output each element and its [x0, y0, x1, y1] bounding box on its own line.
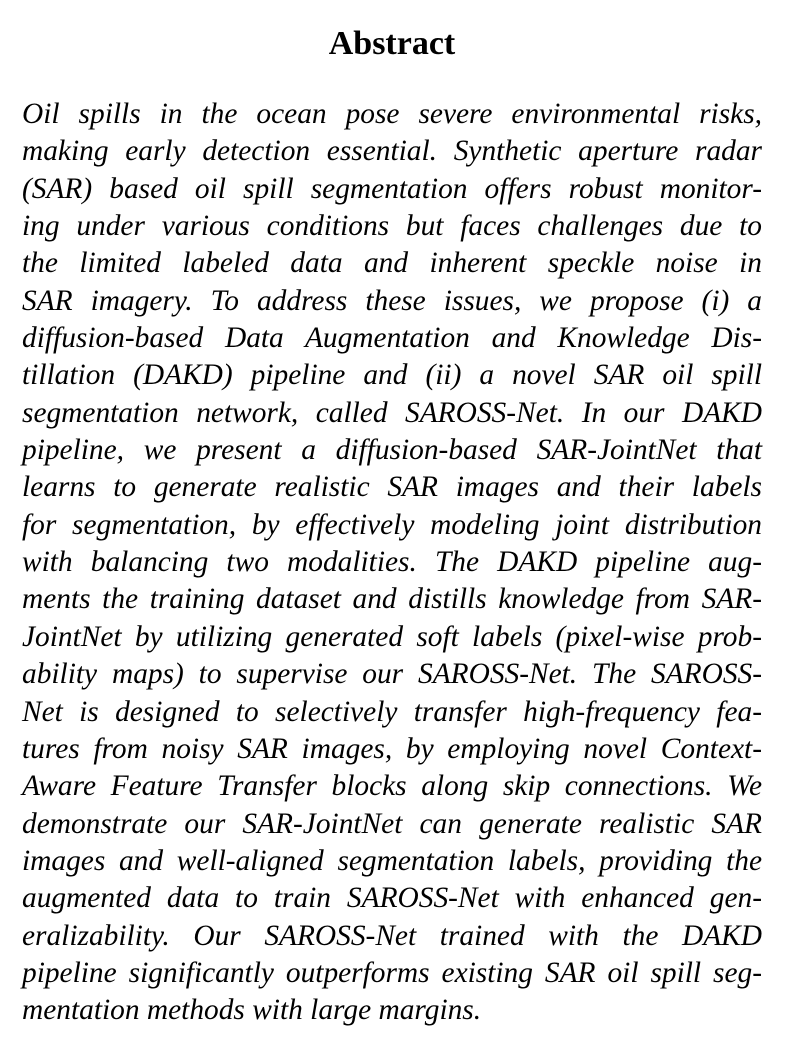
abstract-line: eralizability. Our SAROSS-Net trained with the DAKD [22, 919, 762, 952]
abstract-line: mentation methods with large margins. [22, 994, 482, 1027]
abstract-line: with balancing two modalities. The DAKD pipeline aug- [22, 546, 762, 579]
abstract-line: segmentation network, called SAROSS-Net. In our DAKD [22, 396, 762, 429]
abstract-line: ments the training dataset and distills knowledge from SAR- [22, 583, 762, 616]
abstract-heading: Abstract [328, 25, 456, 62]
abstract-line: SAR imagery. To address these issues, we propose (i) a [22, 284, 762, 317]
abstract-line: diffusion-based Data Augmentation and Knowledge Dis- [22, 322, 762, 355]
abstract-line: pipeline, we present a diffusion-based SAR-JointNet that [22, 434, 762, 467]
abstract-line: making early detection essential. Synthetic aperture radar [22, 135, 762, 168]
abstract-line: demonstrate our SAR-JointNet can generate realistic SAR [22, 807, 762, 840]
abstract-line: augmented data to train SAROSS-Net with enhanced gen- [22, 882, 762, 915]
abstract-line: tillation (DAKD) pipeline and (ii) a novel SAR oil spill [22, 359, 762, 392]
abstract-line: ing under various conditions but faces challenges due to [22, 210, 762, 243]
abstract-line: (SAR) based oil spill segmentation offers robust monitor- [22, 172, 762, 205]
abstract-line: Oil spills in the ocean pose severe environmental risks, [22, 98, 762, 130]
abstract-line: Aware Feature Transfer blocks along skip connections. We [22, 770, 762, 803]
abstract-line: for segmentation, by effectively modeling joint distribution [22, 508, 762, 541]
abstract-line: learns to generate realistic SAR images and their labels [22, 471, 762, 504]
abstract-line: Net is designed to selectively transfer high-frequency fea- [22, 695, 762, 728]
abstract-line: tures from noisy SAR images, by employing novel Context- [22, 732, 762, 765]
abstract-line: ability maps) to supervise our SAROSS-Net. The SAROSS- [22, 658, 762, 691]
abstract-body [22, 96, 762, 1030]
abstract-line: the limited labeled data and inherent speckle noise in [22, 247, 762, 280]
abstract-line: images and well-aligned segmentation labels, providing the [22, 844, 762, 877]
abstract-line: JointNet by utilizing generated soft labels (pixel-wise prob- [22, 620, 762, 653]
abstract-line: pipeline significantly outperforms existing SAR oil spill seg- [22, 956, 762, 989]
